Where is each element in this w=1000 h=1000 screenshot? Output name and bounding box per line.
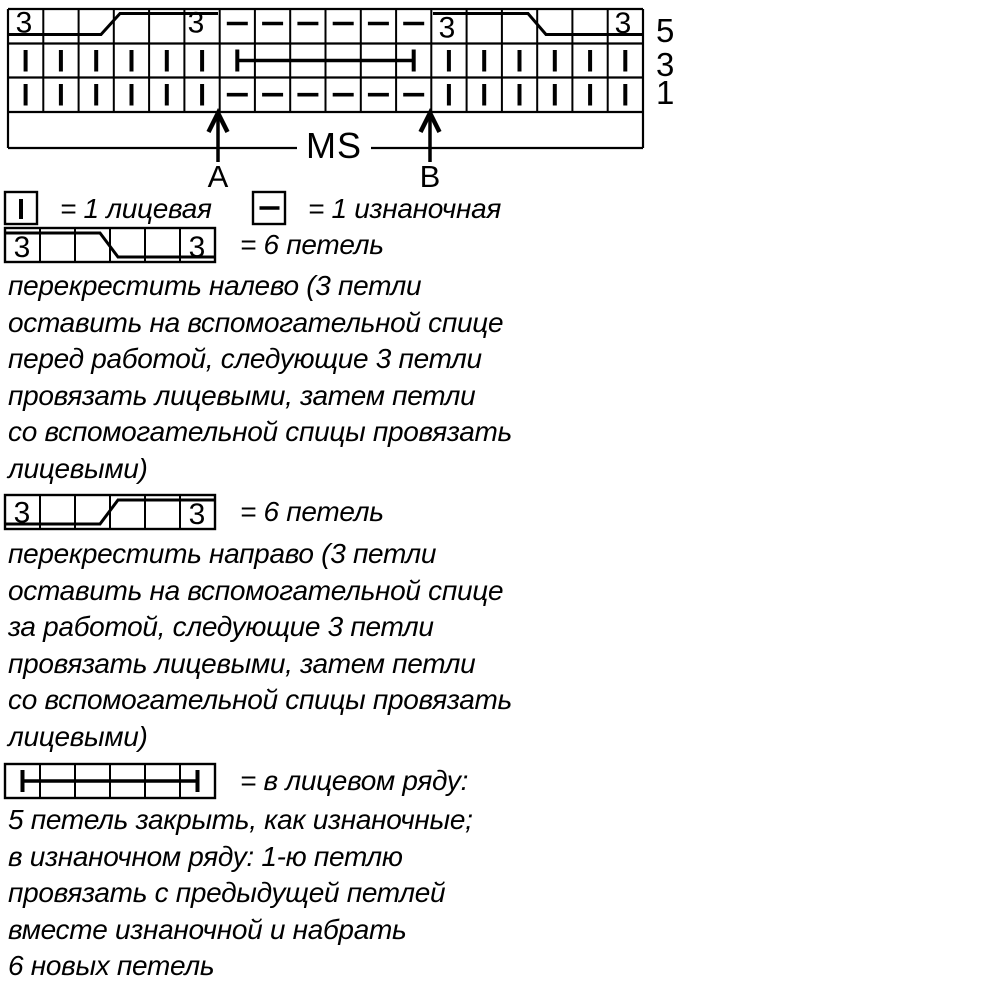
description-line: перекрестить налево (3 петли: [8, 270, 422, 301]
description-line: лицевыми): [8, 452, 148, 484]
row-number-1: 1: [656, 74, 675, 111]
knit-stitch-definition: = 1 лицевая: [60, 193, 212, 224]
cable-cross-right-symbol: [3, 493, 217, 531]
cable-right-equals-label: = 6 петель: [240, 496, 384, 527]
legend-row-basic-stitches: [0, 190, 700, 230]
row-numbers: [656, 12, 674, 111]
description-line: провязать лицевыми, затем петли: [8, 379, 476, 411]
description-line: перед работой, следующие 3 петли: [8, 343, 482, 375]
marker-a-arrow: [209, 113, 228, 162]
legend-row-bind-off: [0, 762, 700, 802]
cable-right-description: [8, 536, 512, 756]
purl-stitch-symbol: [251, 190, 289, 228]
cable-count-label: 3: [15, 6, 33, 40]
bind-off-description: [8, 802, 473, 985]
marker-b-label: B: [419, 159, 441, 192]
row-number-5: 5: [656, 12, 675, 49]
ms-label: MS: [306, 125, 362, 166]
cable-count-label: 3: [438, 11, 456, 45]
cable-count-label: 3: [13, 231, 31, 264]
cable-count-label: 3: [13, 496, 31, 530]
description-line: оставить на вспомогательной спице: [8, 574, 504, 606]
description-line: провязать с предыдущей петлей: [8, 877, 446, 909]
purl-stitch-definition: = 1 изнаночная: [308, 193, 502, 224]
description-line: перекрестить направо (3 петли: [8, 538, 437, 569]
description-line: вместе изнаночной и набрать: [8, 913, 407, 945]
description-line: за работой, следующие 3 петли: [8, 611, 434, 643]
knit-stitch-symbol: [3, 190, 41, 228]
bind-off-equals-label: = в лицевом ряду:: [240, 765, 469, 796]
description-line: в изнаночном ряду: 1-ю петлю: [8, 840, 403, 872]
row-number-3: 3: [656, 46, 675, 83]
description-line: со вспомогательной спицы провязать: [8, 684, 512, 716]
description-line: 5 петель закрыть, как изнаночные;: [8, 804, 473, 835]
cable-count-label: 3: [188, 231, 206, 264]
knitting-chart: [0, 0, 690, 192]
description-line: лицевыми): [8, 720, 148, 752]
cable-left-description: [8, 268, 512, 488]
marker-a-label: A: [207, 159, 229, 192]
legend-row-cable-right: [0, 493, 700, 533]
description-line: оставить на вспомогательной спице: [8, 306, 504, 338]
cable-count-label: 3: [188, 498, 206, 531]
description-line: со вспомогательной спицы провязать: [8, 416, 512, 448]
bind-off-span-symbol: [3, 762, 217, 800]
cable-cross-left-symbol: [3, 226, 217, 264]
cable-count-label: 3: [614, 7, 632, 40]
description-line: 6 новых петель: [8, 950, 215, 982]
cable-left-equals-label: = 6 петель: [240, 229, 384, 260]
marker-b-arrow: [421, 113, 440, 162]
cable-count-label: 3: [187, 6, 205, 40]
legend-row-cable-left: [0, 226, 700, 266]
description-line: провязать лицевыми, затем петли: [8, 647, 476, 679]
